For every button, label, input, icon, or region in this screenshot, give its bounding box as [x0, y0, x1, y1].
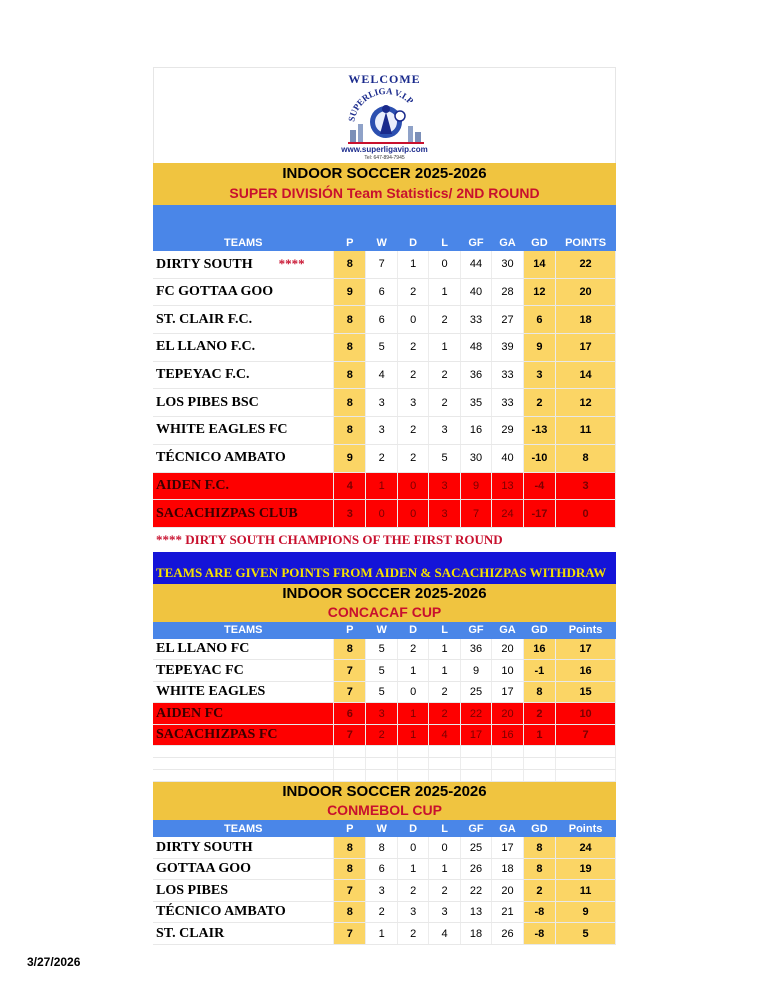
team-name — [153, 858, 334, 880]
cell-l: 0 — [429, 251, 460, 278]
champion-marker: **** — [278, 255, 305, 271]
cell-w: 5 — [366, 334, 397, 362]
cell-p: 8 — [334, 389, 366, 417]
team-name-text: AIDEN FC — [156, 705, 224, 721]
team-name-text: FC GOTTAA GOO — [156, 284, 274, 300]
cell-w: 2 — [366, 901, 397, 923]
cell-gf: 40 — [460, 278, 491, 306]
table1-body — [153, 251, 616, 527]
cell-p: 8 — [334, 901, 366, 923]
team-name — [153, 901, 334, 923]
table2-banner — [153, 584, 616, 622]
cell-pts: 9 — [556, 901, 616, 923]
cell-pts: 20 — [556, 278, 616, 306]
cell-gf: 36 — [460, 639, 491, 660]
cell-p: 6 — [334, 703, 366, 725]
cell-l: 4 — [429, 923, 460, 945]
team-name-text: WHITE EAGLES FC — [156, 422, 288, 438]
cell-gd: 12 — [523, 278, 555, 306]
cell-p: 8 — [334, 251, 366, 278]
cell-w: 2 — [366, 724, 397, 746]
cell-d: 2 — [397, 361, 428, 389]
concacaf-cup-table — [153, 622, 616, 747]
cell-pts: 22 — [556, 251, 616, 278]
cell-gf: 36 — [460, 361, 491, 389]
team-name — [153, 444, 334, 472]
champions-note: **** DIRTY SOUTH CHAMPIONS OF THE FIRST ROUND — [156, 531, 503, 547]
cell-gf: 48 — [460, 334, 491, 362]
cell-l: 2 — [429, 306, 460, 334]
table-row — [153, 703, 616, 725]
team-name — [153, 681, 334, 703]
col-ga: GA — [492, 205, 523, 251]
col-p: P — [334, 622, 366, 639]
cell-gd: -13 — [523, 417, 555, 445]
cell-w: 8 — [366, 837, 397, 858]
col-teams: TEAMS — [153, 622, 334, 639]
cell-p: 7 — [334, 681, 366, 703]
table-row — [153, 923, 616, 945]
cell-gf: 7 — [460, 500, 491, 528]
team-name-text: LOS PIBES — [156, 882, 228, 898]
cell-gd: 8 — [523, 837, 555, 858]
col-w: W — [366, 820, 397, 837]
table-row — [153, 306, 616, 334]
cell-pts: 8 — [556, 444, 616, 472]
cell-ga: 20 — [492, 880, 523, 902]
cell-gf: 22 — [460, 703, 491, 725]
cell-d: 0 — [397, 472, 428, 500]
table-row — [153, 681, 616, 703]
cell-pts: 15 — [556, 681, 616, 703]
cell-pts: 10 — [556, 703, 616, 725]
team-name-text: EL LLANO FC — [156, 641, 250, 657]
team-name-text: ST. CLAIR F.C. — [156, 311, 253, 327]
team-name-text: TÉCNICO AMBATO — [156, 450, 286, 466]
cell-p: 7 — [334, 724, 366, 746]
team-name — [153, 251, 334, 278]
cell-l: 3 — [429, 901, 460, 923]
col-d: D — [397, 205, 428, 251]
table-row — [153, 901, 616, 923]
cell-ga: 28 — [492, 278, 523, 306]
cell-d: 2 — [397, 880, 428, 902]
table-row — [153, 278, 616, 306]
team-name — [153, 278, 334, 306]
cell-d: 2 — [397, 417, 428, 445]
table-row — [153, 334, 616, 362]
spacer-rows — [153, 746, 616, 782]
cell-l: 2 — [429, 880, 460, 902]
cell-d: 2 — [397, 444, 428, 472]
table-row — [153, 361, 616, 389]
withdraw-note: TEAMS ARE GIVEN POINTS FROM AIDEN & SACACHIZPAS WITHDRAW — [153, 552, 616, 584]
cell-l: 5 — [429, 444, 460, 472]
cell-p: 8 — [334, 639, 366, 660]
cell-gf: 9 — [460, 660, 491, 682]
cell-gd: 2 — [523, 703, 555, 725]
cell-w: 6 — [366, 858, 397, 880]
cell-l: 2 — [429, 681, 460, 703]
cell-l: 1 — [429, 660, 460, 682]
cell-l: 1 — [429, 858, 460, 880]
cell-ga: 17 — [492, 837, 523, 858]
cell-d: 2 — [397, 278, 428, 306]
cell-gd: 1 — [523, 724, 555, 746]
cell-gd: 8 — [523, 681, 555, 703]
team-name-text: DIRTY SOUTH — [156, 839, 253, 855]
team-name-text: TÉCNICO AMBATO — [156, 904, 286, 920]
cell-l: 1 — [429, 639, 460, 660]
cell-ga: 30 — [492, 251, 523, 278]
cell-d: 2 — [397, 334, 428, 362]
cell-d: 0 — [397, 306, 428, 334]
cell-pts: 24 — [556, 837, 616, 858]
cell-gf: 18 — [460, 923, 491, 945]
col-ga: GA — [492, 820, 523, 837]
cell-ga: 29 — [492, 417, 523, 445]
cell-gd: -1 — [523, 660, 555, 682]
cell-p: 4 — [334, 472, 366, 500]
table-row — [153, 500, 616, 528]
table1-subtitle: SUPER DIVISIÓN Team Statistics/ 2ND ROUND — [229, 185, 540, 201]
cell-w: 3 — [366, 389, 397, 417]
col-l: L — [429, 820, 460, 837]
col-gf: GF — [460, 622, 491, 639]
table-row — [153, 880, 616, 902]
table-row — [153, 389, 616, 417]
table2-header-row — [153, 622, 616, 639]
col-w: W — [366, 205, 397, 251]
cell-d: 1 — [397, 703, 428, 725]
team-name — [153, 389, 334, 417]
cell-l: 3 — [429, 500, 460, 528]
team-name-text: LOS PIBES BSC — [156, 394, 259, 410]
team-name — [153, 880, 334, 902]
cell-w: 1 — [366, 472, 397, 500]
col-points: POINTS — [556, 205, 616, 251]
cell-p: 7 — [334, 880, 366, 902]
cell-ga: 10 — [492, 660, 523, 682]
cell-w: 5 — [366, 681, 397, 703]
team-name — [153, 500, 334, 528]
team-name — [153, 306, 334, 334]
cell-l: 4 — [429, 724, 460, 746]
team-name-text: SACACHIZPAS FC — [156, 727, 278, 743]
cell-gf: 33 — [460, 306, 491, 334]
team-name — [153, 639, 334, 660]
cell-gd: 6 — [523, 306, 555, 334]
table3-title: INDOOR SOCCER 2025-2026 — [282, 783, 487, 801]
cell-gd: 14 — [523, 251, 555, 278]
table2-subtitle: CONCACAF CUP — [327, 603, 442, 620]
table-row — [153, 444, 616, 472]
cell-w: 3 — [366, 703, 397, 725]
cell-gd: 3 — [523, 361, 555, 389]
cell-gf: 35 — [460, 389, 491, 417]
team-name — [153, 923, 334, 945]
col-ga: GA — [492, 622, 523, 639]
cell-ga: 16 — [492, 724, 523, 746]
cell-gd: 2 — [523, 880, 555, 902]
cell-d: 2 — [397, 923, 428, 945]
cell-pts: 17 — [556, 334, 616, 362]
team-name-text: ST. CLAIR — [156, 925, 225, 941]
table1-header-row — [153, 205, 616, 251]
col-p: P — [334, 205, 366, 251]
col-d: D — [397, 820, 428, 837]
team-name-text: TEPEYAC FC — [156, 662, 244, 678]
cell-p: 8 — [334, 306, 366, 334]
logo-arc-text: SUPERLIGA V.I.P — [346, 85, 416, 123]
cell-l: 2 — [429, 389, 460, 417]
cell-d: 0 — [397, 837, 428, 858]
table-row — [153, 417, 616, 445]
cell-ga: 27 — [492, 306, 523, 334]
cell-l: 3 — [429, 472, 460, 500]
cell-gd: 16 — [523, 639, 555, 660]
team-name-text: WHITE EAGLES — [156, 684, 266, 700]
team-name-text: TEPEYAC F.C. — [156, 367, 250, 383]
cell-gf: 44 — [460, 251, 491, 278]
col-gd: GD — [523, 820, 555, 837]
cell-d: 1 — [397, 858, 428, 880]
col-points: Points — [556, 820, 616, 837]
cell-p: 8 — [334, 334, 366, 362]
cell-p: 9 — [334, 278, 366, 306]
cell-gf: 22 — [460, 880, 491, 902]
cell-p: 8 — [334, 858, 366, 880]
cell-l: 1 — [429, 278, 460, 306]
cell-gf: 25 — [460, 837, 491, 858]
cell-p: 8 — [334, 361, 366, 389]
cell-d: 1 — [397, 251, 428, 278]
cell-ga: 18 — [492, 858, 523, 880]
cell-w: 1 — [366, 923, 397, 945]
cell-pts: 7 — [556, 724, 616, 746]
cell-gd: 8 — [523, 858, 555, 880]
superliga-logo-icon — [336, 82, 436, 146]
super-division-table — [153, 205, 616, 528]
cell-p: 7 — [334, 660, 366, 682]
cell-p: 7 — [334, 923, 366, 945]
cell-ga: 21 — [492, 901, 523, 923]
team-name — [153, 417, 334, 445]
cell-gd: -17 — [523, 500, 555, 528]
cell-pts: 5 — [556, 923, 616, 945]
cell-w: 5 — [366, 639, 397, 660]
cell-p: 8 — [334, 417, 366, 445]
cell-gd: -8 — [523, 923, 555, 945]
col-gd: GD — [523, 622, 555, 639]
cell-gf: 30 — [460, 444, 491, 472]
cell-w: 3 — [366, 880, 397, 902]
cell-l: 2 — [429, 703, 460, 725]
col-gd: GD — [523, 205, 555, 251]
cell-w: 5 — [366, 660, 397, 682]
team-name — [153, 334, 334, 362]
team-name — [153, 472, 334, 500]
team-name — [153, 703, 334, 725]
cell-gf: 26 — [460, 858, 491, 880]
cell-w: 6 — [366, 306, 397, 334]
cell-pts: 16 — [556, 660, 616, 682]
cell-pts: 0 — [556, 500, 616, 528]
table1-title: INDOOR SOCCER 2025-2026 — [282, 165, 487, 182]
cell-gd: 9 — [523, 334, 555, 362]
table2-body — [153, 639, 616, 746]
cell-gd: -8 — [523, 901, 555, 923]
cell-gf: 16 — [460, 417, 491, 445]
print-date: 3/27/2026 — [27, 955, 81, 969]
cell-l: 1 — [429, 334, 460, 362]
team-name — [153, 837, 334, 858]
telephone: Tel: 647-894-7945 — [364, 155, 405, 161]
cell-l: 2 — [429, 361, 460, 389]
table3-subtitle: CONMEBOL CUP — [327, 802, 442, 819]
cell-ga: 33 — [492, 361, 523, 389]
cell-pts: 11 — [556, 417, 616, 445]
cell-p: 9 — [334, 444, 366, 472]
table-row — [153, 660, 616, 682]
cell-w: 2 — [366, 444, 397, 472]
cell-d: 3 — [397, 389, 428, 417]
cell-w: 7 — [366, 251, 397, 278]
cell-d: 2 — [397, 639, 428, 660]
cell-w: 6 — [366, 278, 397, 306]
cell-pts: 11 — [556, 880, 616, 902]
cell-w: 0 — [366, 500, 397, 528]
col-d: D — [397, 622, 428, 639]
table-row — [153, 251, 616, 278]
cell-ga: 20 — [492, 639, 523, 660]
cell-ga: 40 — [492, 444, 523, 472]
col-points: Points — [556, 622, 616, 639]
cell-ga: 13 — [492, 472, 523, 500]
cell-w: 3 — [366, 417, 397, 445]
cell-pts: 18 — [556, 306, 616, 334]
cell-gd: -10 — [523, 444, 555, 472]
col-teams: TEAMS — [153, 205, 334, 251]
col-w: W — [366, 622, 397, 639]
table3-banner — [153, 782, 616, 820]
cell-gf: 17 — [460, 724, 491, 746]
conmebol-cup-table — [153, 820, 616, 945]
cell-d: 1 — [397, 724, 428, 746]
team-name-text: EL LLANO F.C. — [156, 339, 256, 355]
cell-pts: 14 — [556, 361, 616, 389]
table-row — [153, 837, 616, 858]
cell-l: 3 — [429, 417, 460, 445]
cell-p: 3 — [334, 500, 366, 528]
team-name — [153, 361, 334, 389]
cell-gd: 2 — [523, 389, 555, 417]
cell-d: 0 — [397, 681, 428, 703]
table3-header-row — [153, 820, 616, 837]
team-name-text: GOTTAA GOO — [156, 861, 252, 877]
team-name — [153, 724, 334, 746]
cell-d: 3 — [397, 901, 428, 923]
table-row — [153, 472, 616, 500]
col-l: L — [429, 205, 460, 251]
cell-ga: 20 — [492, 703, 523, 725]
cell-ga: 39 — [492, 334, 523, 362]
cell-gf: 13 — [460, 901, 491, 923]
col-gf: GF — [460, 205, 491, 251]
cell-ga: 26 — [492, 923, 523, 945]
cell-ga: 17 — [492, 681, 523, 703]
cell-gf: 9 — [460, 472, 491, 500]
cell-pts: 17 — [556, 639, 616, 660]
table3-body — [153, 837, 616, 944]
cell-d: 0 — [397, 500, 428, 528]
col-l: L — [429, 622, 460, 639]
team-name-text: AIDEN F.C. — [156, 477, 229, 493]
cell-gd: -4 — [523, 472, 555, 500]
standings-sheet — [153, 67, 616, 945]
col-teams: TEAMS — [153, 820, 334, 837]
team-name — [153, 660, 334, 682]
cell-p: 8 — [334, 837, 366, 858]
cell-pts: 19 — [556, 858, 616, 880]
cell-pts: 3 — [556, 472, 616, 500]
table-row — [153, 858, 616, 880]
table2-title: INDOOR SOCCER 2025-2026 — [282, 584, 487, 602]
cell-ga: 24 — [492, 500, 523, 528]
welcome-text: WELCOME — [348, 72, 421, 86]
cell-l: 0 — [429, 837, 460, 858]
cell-d: 1 — [397, 660, 428, 682]
table1-banner — [153, 163, 616, 205]
team-name-text: SACACHIZPAS CLUB — [156, 505, 298, 521]
col-gf: GF — [460, 820, 491, 837]
cell-pts: 12 — [556, 389, 616, 417]
cell-gf: 25 — [460, 681, 491, 703]
table-row — [153, 639, 616, 660]
team-name-text: DIRTY SOUTH — [156, 256, 253, 272]
website-url: www.superligavip.com — [341, 145, 428, 154]
cell-w: 4 — [366, 361, 397, 389]
table-row — [153, 724, 616, 746]
logo-header — [153, 67, 616, 163]
cell-ga: 33 — [492, 389, 523, 417]
col-p: P — [334, 820, 366, 837]
